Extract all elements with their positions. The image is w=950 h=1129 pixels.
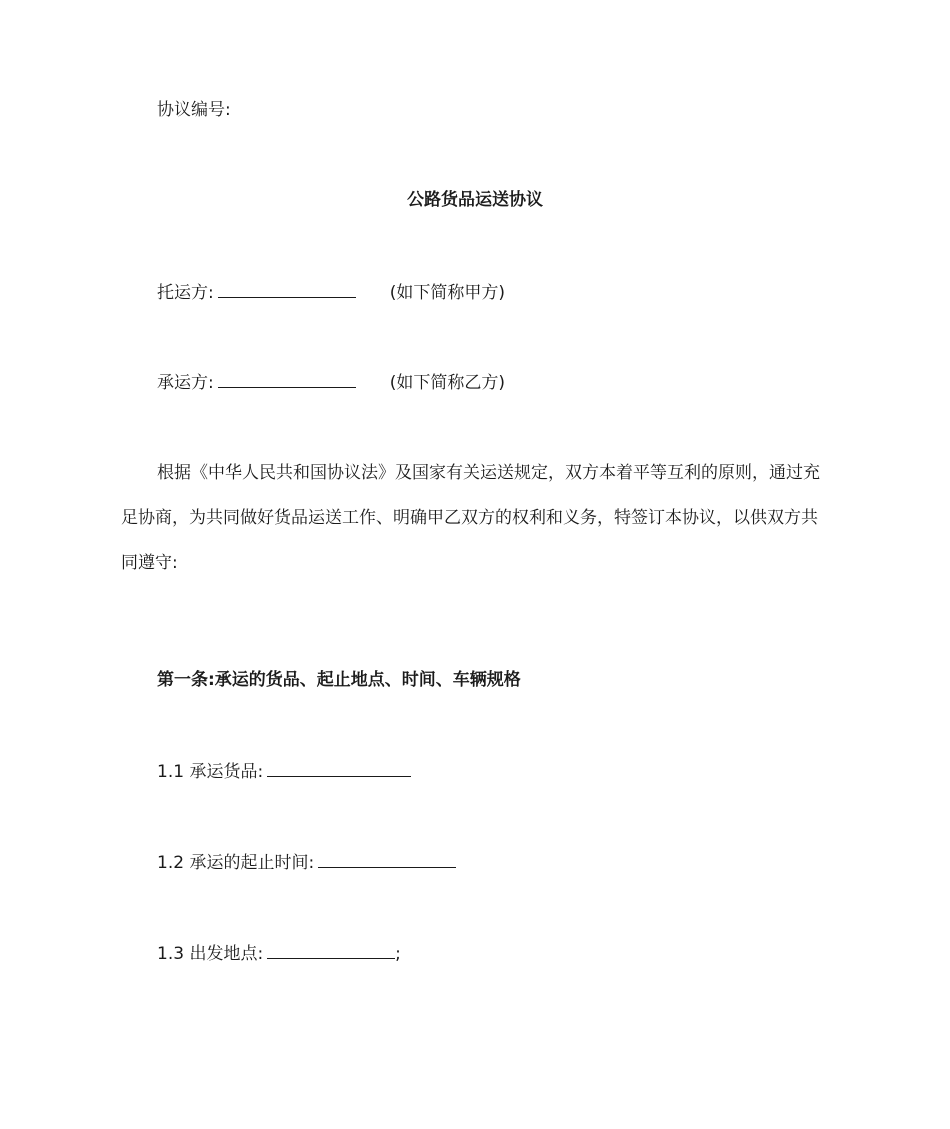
carrier-note: (如下简称乙方) — [389, 373, 505, 393]
item-1-2-label: 1.2 承运的起止时间: — [157, 853, 315, 873]
carrier-label: 承运方: — [157, 373, 214, 393]
shipper-note: (如下简称甲方) — [389, 283, 505, 303]
shipper-label: 托运方: — [157, 283, 214, 303]
preamble-text: 根据《中华人民共和国协议法》及国家有关运送规定，双方本着平等互利的原则，通过充足协商，为共同做好货品运送工作、明确甲乙双方的权利和义务，特签订本协议，以供双方共同遵守: — [121, 463, 820, 573]
item-1-2-line — [157, 851, 456, 874]
item-1-3-label: 1.3 出发地点: — [157, 944, 264, 964]
item-1-1-label: 1.1 承运货品: — [157, 762, 264, 782]
item-1-1-line — [157, 760, 411, 783]
shipper-line — [157, 281, 505, 304]
item-1-3-blank[interactable] — [267, 942, 395, 959]
carrier-line — [157, 371, 505, 394]
shipper-blank[interactable] — [218, 281, 356, 298]
item-1-1-blank[interactable] — [267, 760, 411, 777]
item-1-2-blank[interactable] — [318, 851, 456, 868]
carrier-blank[interactable] — [218, 371, 356, 388]
article-1-heading: 第一条:承运的货品、起止地点、时间、车辆规格 — [157, 670, 521, 690]
item-1-3-suffix: ; — [395, 944, 401, 964]
preamble-paragraph — [121, 451, 831, 586]
agreement-number-label: 协议编号: — [157, 100, 231, 120]
agreement-number-line — [157, 99, 231, 121]
item-1-3-line — [157, 942, 401, 965]
document-title: 公路货品运送协议 — [407, 190, 543, 210]
